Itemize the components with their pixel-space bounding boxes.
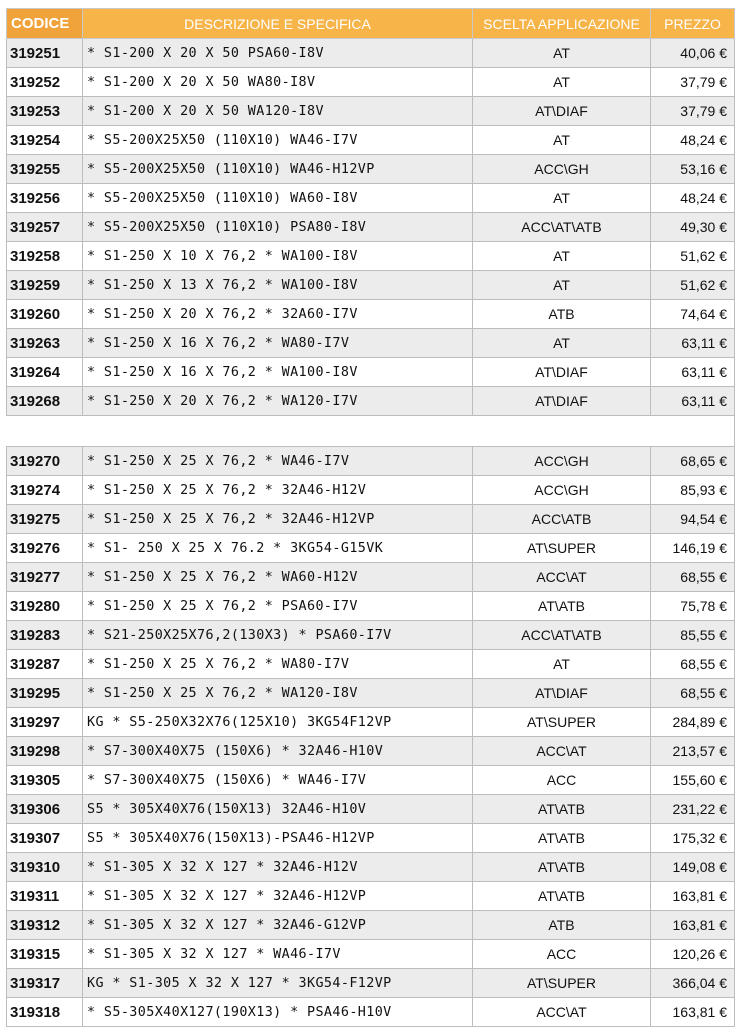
application-cell: ACC\AT\ATB	[473, 213, 651, 242]
description-cell: * S1-200 X 20 X 50 WA120-I8V	[83, 97, 473, 126]
code-cell: 319307	[7, 824, 83, 853]
description-cell: * S1-250 X 25 X 76,2 * WA46-I7V	[83, 447, 473, 476]
description-cell: * S1-250 X 25 X 76,2 * 32A46-H12V	[83, 476, 473, 505]
code-cell: 319295	[7, 679, 83, 708]
table-row	[7, 737, 735, 766]
price-cell: 68,65 €	[651, 447, 735, 476]
spacer-row	[7, 416, 735, 447]
price-cell: 48,24 €	[651, 184, 735, 213]
table-row	[7, 126, 735, 155]
code-cell: 319275	[7, 505, 83, 534]
price-cell: 53,16 €	[651, 155, 735, 184]
spacer-cell	[651, 416, 735, 447]
description-cell: * S1-250 X 20 X 76,2 * WA120-I7V	[83, 387, 473, 416]
application-cell: ACC\AT	[473, 737, 651, 766]
table-row	[7, 39, 735, 68]
table-row	[7, 795, 735, 824]
application-cell: AT	[473, 68, 651, 97]
table-row	[7, 242, 735, 271]
application-cell: AT\DIAF	[473, 679, 651, 708]
application-cell: ACC\GH	[473, 476, 651, 505]
description-cell: * S5-200X25X50 (110X10) WA46-I7V	[83, 126, 473, 155]
table-row	[7, 213, 735, 242]
application-cell: ACC	[473, 940, 651, 969]
code-cell: 319251	[7, 39, 83, 68]
table-row	[7, 766, 735, 795]
price-cell: 49,30 €	[651, 213, 735, 242]
table-row	[7, 476, 735, 505]
code-cell: 319280	[7, 592, 83, 621]
description-cell: * S5-200X25X50 (110X10) PSA80-I8V	[83, 213, 473, 242]
description-cell: * S1-200 X 20 X 50 WA80-I8V	[83, 68, 473, 97]
code-cell: 319283	[7, 621, 83, 650]
price-cell: 63,11 €	[651, 358, 735, 387]
description-cell: * S1-250 X 16 X 76,2 * WA80-I7V	[83, 329, 473, 358]
code-cell: 319298	[7, 737, 83, 766]
description-cell: * S1-200 X 20 X 50 PSA60-I8V	[83, 39, 473, 68]
table-row	[7, 184, 735, 213]
price-cell: 68,55 €	[651, 650, 735, 679]
table-row	[7, 68, 735, 97]
price-cell: 85,93 €	[651, 476, 735, 505]
description-cell: * S1-250 X 10 X 76,2 * WA100-I8V	[83, 242, 473, 271]
description-cell: * S1-250 X 25 X 76,2 * WA120-I8V	[83, 679, 473, 708]
application-cell: AT\ATB	[473, 592, 651, 621]
application-cell: ATB	[473, 911, 651, 940]
application-cell: ACC\AT\ATB	[473, 621, 651, 650]
price-cell: 163,81 €	[651, 911, 735, 940]
code-cell: 319312	[7, 911, 83, 940]
description-cell: * S1-305 X 32 X 127 * WA46-I7V	[83, 940, 473, 969]
code-cell: 319276	[7, 534, 83, 563]
price-cell: 68,55 €	[651, 563, 735, 592]
code-cell: 319253	[7, 97, 83, 126]
table-row	[7, 97, 735, 126]
table-row	[7, 911, 735, 940]
code-cell: 319306	[7, 795, 83, 824]
description-cell: * S1-250 X 13 X 76,2 * WA100-I8V	[83, 271, 473, 300]
description-cell: * S1-305 X 32 X 127 * 32A46-H12V	[83, 853, 473, 882]
table-row	[7, 969, 735, 998]
group-spacer	[7, 416, 735, 447]
description-cell: * S1- 250 X 25 X 76.2 * 3KG54-G15VK	[83, 534, 473, 563]
code-cell: 319254	[7, 126, 83, 155]
description-cell: S5 * 305X40X76(150X13) 32A46-H10V	[83, 795, 473, 824]
description-cell: * S21-250X25X76,2(130X3) * PSA60-I7V	[83, 621, 473, 650]
spacer-cell	[473, 416, 651, 447]
application-cell: AT	[473, 126, 651, 155]
description-cell: * S1-250 X 16 X 76,2 * WA100-I8V	[83, 358, 473, 387]
description-cell: KG * S5-250X32X76(125X10) 3KG54F12VP	[83, 708, 473, 737]
table-row	[7, 155, 735, 184]
description-cell: * S1-305 X 32 X 127 * 32A46-G12VP	[83, 911, 473, 940]
application-cell: ACC\ATB	[473, 505, 651, 534]
table-row	[7, 358, 735, 387]
table-row	[7, 940, 735, 969]
table-row	[7, 271, 735, 300]
code-cell: 319305	[7, 766, 83, 795]
application-cell: AT	[473, 39, 651, 68]
description-cell: * S7-300X40X75 (150X6) * 32A46-H10V	[83, 737, 473, 766]
header-price: PREZZO	[651, 9, 735, 39]
price-cell: 284,89 €	[651, 708, 735, 737]
header-code: CODICE	[7, 9, 83, 39]
description-cell: KG * S1-305 X 32 X 127 * 3KG54-F12VP	[83, 969, 473, 998]
code-cell: 319260	[7, 300, 83, 329]
table-body-group-1	[7, 39, 735, 416]
application-cell: AT	[473, 184, 651, 213]
spacer-cell	[83, 416, 473, 447]
application-cell: AT	[473, 271, 651, 300]
application-cell: AT\ATB	[473, 795, 651, 824]
price-cell: 155,60 €	[651, 766, 735, 795]
table-row	[7, 882, 735, 911]
application-cell: ATB	[473, 300, 651, 329]
price-cell: 51,62 €	[651, 271, 735, 300]
description-cell: * S5-200X25X50 (110X10) WA46-H12VP	[83, 155, 473, 184]
price-cell: 213,57 €	[651, 737, 735, 766]
application-cell: AT\SUPER	[473, 534, 651, 563]
code-cell: 319263	[7, 329, 83, 358]
price-cell: 146,19 €	[651, 534, 735, 563]
code-cell: 319277	[7, 563, 83, 592]
price-cell: 231,22 €	[651, 795, 735, 824]
price-cell: 48,24 €	[651, 126, 735, 155]
application-cell: AT	[473, 329, 651, 358]
application-cell: AT	[473, 650, 651, 679]
application-cell: AT\SUPER	[473, 969, 651, 998]
application-cell: AT\DIAF	[473, 387, 651, 416]
table-row	[7, 563, 735, 592]
application-cell: AT\ATB	[473, 882, 651, 911]
application-cell: ACC\AT	[473, 998, 651, 1027]
price-cell: 40,06 €	[651, 39, 735, 68]
price-cell: 37,79 €	[651, 68, 735, 97]
price-cell: 51,62 €	[651, 242, 735, 271]
description-cell: * S5-305X40X127(190X13) * PSA46-H10V	[83, 998, 473, 1027]
code-cell: 319264	[7, 358, 83, 387]
code-cell: 319287	[7, 650, 83, 679]
description-cell: * S5-200X25X50 (110X10) WA60-I8V	[83, 184, 473, 213]
price-cell: 37,79 €	[651, 97, 735, 126]
application-cell: AT	[473, 242, 651, 271]
application-cell: ACC\GH	[473, 447, 651, 476]
code-cell: 319297	[7, 708, 83, 737]
header-row	[7, 9, 735, 39]
description-cell: * S1-250 X 25 X 76,2 * 32A46-H12VP	[83, 505, 473, 534]
table-row	[7, 505, 735, 534]
price-cell: 175,32 €	[651, 824, 735, 853]
table-row	[7, 329, 735, 358]
price-cell: 68,55 €	[651, 679, 735, 708]
description-cell: * S1-250 X 20 X 76,2 * 32A60-I7V	[83, 300, 473, 329]
application-cell: AT\DIAF	[473, 97, 651, 126]
description-cell: * S1-250 X 25 X 76,2 * WA60-H12V	[83, 563, 473, 592]
table-row	[7, 447, 735, 476]
price-cell: 163,81 €	[651, 882, 735, 911]
table-body-group-2	[7, 447, 735, 1027]
code-cell: 319318	[7, 998, 83, 1027]
description-cell: * S1-250 X 25 X 76,2 * WA80-I7V	[83, 650, 473, 679]
application-cell: ACC	[473, 766, 651, 795]
header-application: SCELTA APPLICAZIONE	[473, 9, 651, 39]
application-cell: AT\ATB	[473, 853, 651, 882]
table-row	[7, 621, 735, 650]
code-cell: 319274	[7, 476, 83, 505]
price-cell: 63,11 €	[651, 387, 735, 416]
price-cell: 94,54 €	[651, 505, 735, 534]
price-cell: 366,04 €	[651, 969, 735, 998]
price-cell: 75,78 €	[651, 592, 735, 621]
code-cell: 319311	[7, 882, 83, 911]
price-cell: 163,81 €	[651, 998, 735, 1027]
table-row	[7, 592, 735, 621]
code-cell: 319256	[7, 184, 83, 213]
table-row	[7, 387, 735, 416]
description-cell: S5 * 305X40X76(150X13)-PSA46-H12VP	[83, 824, 473, 853]
description-cell: * S7-300X40X75 (150X6) * WA46-I7V	[83, 766, 473, 795]
table-row	[7, 650, 735, 679]
code-cell: 319317	[7, 969, 83, 998]
code-cell: 319252	[7, 68, 83, 97]
price-cell: 74,64 €	[651, 300, 735, 329]
code-cell: 319270	[7, 447, 83, 476]
application-cell: ACC\GH	[473, 155, 651, 184]
price-list-sheet	[6, 8, 734, 1027]
price-cell: 63,11 €	[651, 329, 735, 358]
code-cell: 319268	[7, 387, 83, 416]
application-cell: AT\DIAF	[473, 358, 651, 387]
table-row	[7, 998, 735, 1027]
description-cell: * S1-305 X 32 X 127 * 32A46-H12VP	[83, 882, 473, 911]
price-cell: 85,55 €	[651, 621, 735, 650]
price-cell: 149,08 €	[651, 853, 735, 882]
table-row	[7, 708, 735, 737]
code-cell: 319310	[7, 853, 83, 882]
spacer-cell	[7, 416, 83, 447]
code-cell: 319315	[7, 940, 83, 969]
application-cell: AT\ATB	[473, 824, 651, 853]
application-cell: ACC\AT	[473, 563, 651, 592]
table-row	[7, 679, 735, 708]
code-cell: 319258	[7, 242, 83, 271]
code-cell: 319259	[7, 271, 83, 300]
application-cell: AT\SUPER	[473, 708, 651, 737]
table-row	[7, 853, 735, 882]
description-cell: * S1-250 X 25 X 76,2 * PSA60-I7V	[83, 592, 473, 621]
header-description: DESCRIZIONE E SPECIFICA	[83, 9, 473, 39]
price-list-table	[6, 8, 735, 1027]
table-row	[7, 300, 735, 329]
code-cell: 319255	[7, 155, 83, 184]
table-row	[7, 824, 735, 853]
price-cell: 120,26 €	[651, 940, 735, 969]
code-cell: 319257	[7, 213, 83, 242]
table-row	[7, 534, 735, 563]
